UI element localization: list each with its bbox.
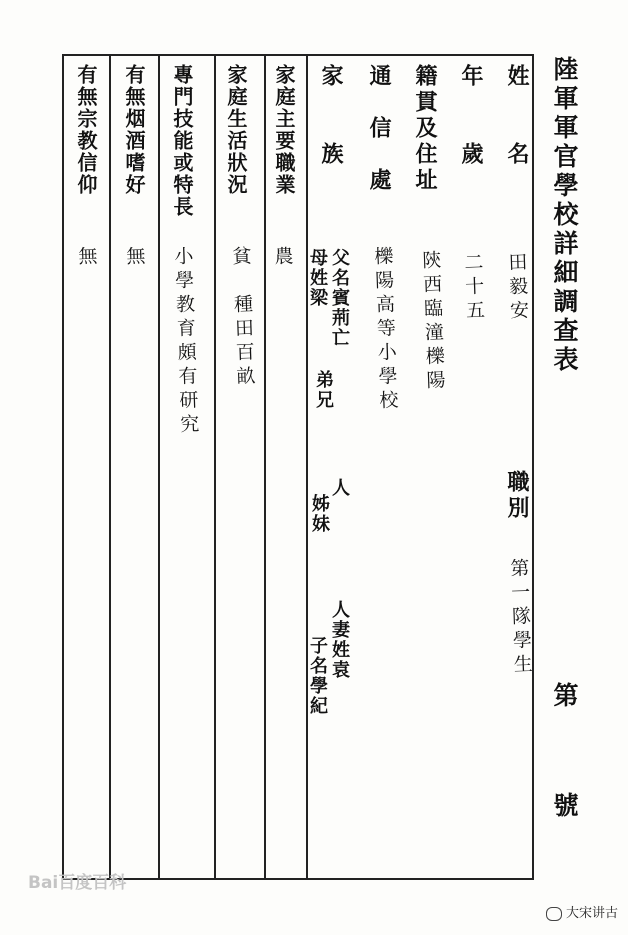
- skills-value: 小學教育頗有研究: [171, 245, 200, 439]
- wife-entry: 妻姓袁: [329, 620, 350, 680]
- family-label: 家 族: [318, 64, 344, 168]
- column-rule: [109, 54, 111, 880]
- wife-count: 人: [329, 600, 350, 620]
- religion-value: 無: [75, 245, 98, 271]
- column-rule: [264, 54, 266, 880]
- column-rule: [306, 54, 308, 880]
- father-entry: 父名賓荊亡: [329, 248, 350, 348]
- children-entry: 子名學紀: [307, 636, 328, 716]
- role-label: 職別: [504, 470, 530, 522]
- column-rule: [158, 54, 160, 880]
- occupation-label: 家庭主要職業: [272, 64, 296, 196]
- sisters-count: 人: [329, 478, 350, 498]
- vices-value: 無: [123, 245, 146, 271]
- skills-label: 專門技能或特長: [170, 64, 194, 218]
- religion-label: 有無宗教信仰: [74, 64, 98, 196]
- sisters-entry: 姊妹: [309, 494, 330, 534]
- living-value: 貧 種田百畝: [229, 245, 257, 391]
- mother-entry: 母姓梁: [307, 248, 328, 308]
- form-number-label: 第: [550, 682, 579, 711]
- address-value: 櫟陽高等小學校: [371, 245, 399, 415]
- brand-label: 大宋讲古: [565, 906, 618, 921]
- address-label: 通 信 處: [366, 64, 392, 194]
- name-label: 姓 名: [504, 64, 530, 168]
- brothers-entry: 弟兄: [313, 370, 334, 410]
- occupation-value: 農: [271, 245, 294, 271]
- name-value: 田毅安: [505, 251, 530, 325]
- origin-label: 籍貫及住址: [412, 64, 438, 194]
- watermark: Bai百度百科: [28, 873, 127, 893]
- origin-value: 陝西臨潼櫟陽: [419, 249, 447, 395]
- form-title: 陸軍軍官學校詳細調查表: [550, 56, 579, 375]
- form-number-suffix: 號: [550, 792, 579, 821]
- age-label: 年 歲: [458, 64, 484, 168]
- brand-tag: [546, 902, 618, 921]
- chat-bubble-icon: [546, 907, 562, 921]
- age-value: 二十五: [461, 251, 486, 325]
- living-label: 家庭生活狀況: [224, 64, 248, 196]
- role-value: 第一隊學生: [507, 557, 534, 679]
- column-rule: [214, 54, 216, 880]
- vices-label: 有無烟酒嗜好: [122, 64, 146, 196]
